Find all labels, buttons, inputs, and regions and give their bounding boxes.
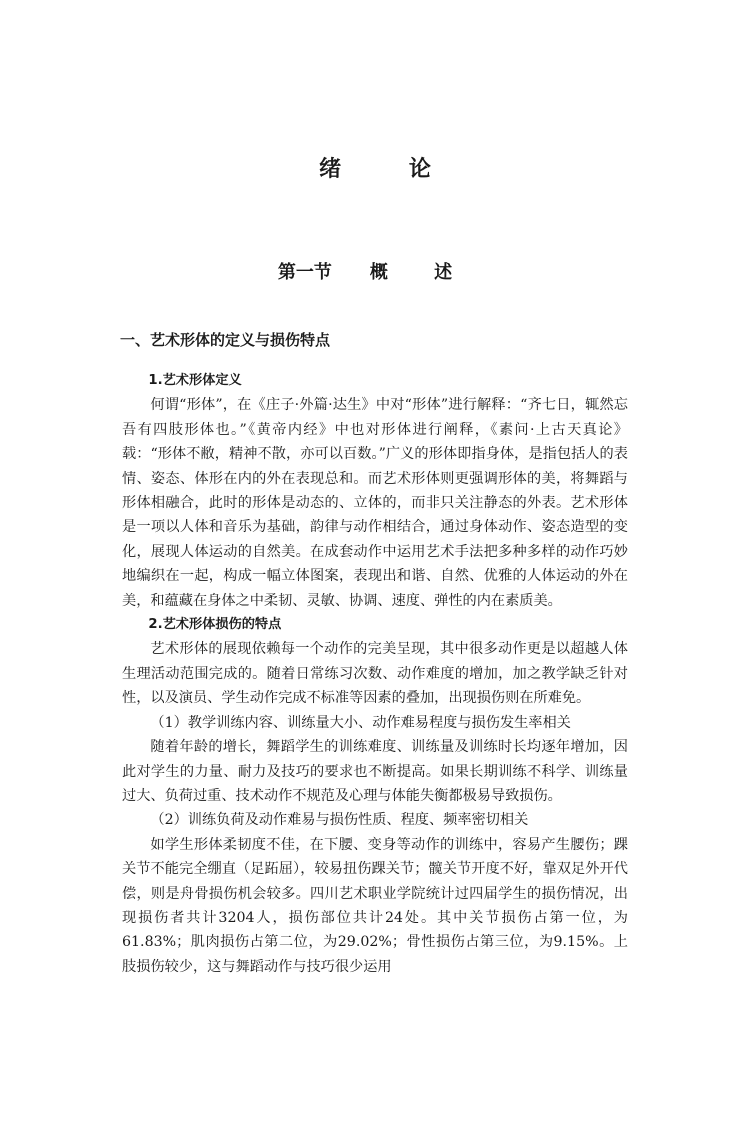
paragraph-injury-features: 艺术形体的展现依赖每一个动作的完美呈现，其中很多动作更是以超越人体生理活动范围完成的。随着日常练习次数、动作难度的增加，加之教学缺乏针对性，以及演员、学生动作完成不标准等因素的叠加，出现损伤则在所难免。 (122, 641, 628, 707)
paragraph-training-content: 随着年龄的增长，舞蹈学生的训练难度、训练量及训练时长均逐年增加，因此对学生的力量、耐力及技巧的要求也不断提高。如果长期训练不科学、训练量过大、负荷过重、技术动作不规范及心理与体能失衡都极易导致损伤。 (122, 739, 628, 804)
subheading-definition: 1.艺术形体定义 (148, 373, 242, 388)
chapter-title: 绪 论 (319, 156, 461, 182)
paragraph-definition: 何谓“形体”，在《庄子·外篇·达生》中对“形体”进行解释：“齐七日，辄然忘吾有四肢形体也。”《黄帝内经》中也对形体进行阐释，《素问·上古天真论》载：“形体不敝，精神不散，亦可以百数。”广义的形体即指身体，是指包括人的表情、姿态、体形在内的外在表现总和。而艺术形体则更强调形体的美，将舞蹈与形体相融合，此时的形体是动态的、立体的，而非只关注静态的外表。艺术形体是一项以人体和音乐为基础，韵律与动作相结合，通过身体动作、姿态造型的变化，展现人体运动的自然美。在成套动作中运用艺术手法把多种多样的动作巧妙地编织在一起，构成一幅立体图案，表现出和谐、自然、优雅的人体运动的外在美，和蕴藏在身体之中柔韧、灵敏、协调、速度、弹性的内在素质美。 (122, 397, 628, 609)
section-number: 第一节 (277, 262, 332, 283)
item-heading-training-content: （1）教学训练内容、训练量大小、动作难易程度与损伤发生率相关 (150, 714, 571, 731)
item-heading-training-load: （2）训练负荷及动作难易与损伤性质、程度、频率密切相关 (150, 812, 529, 829)
subheading-injury-features: 2.艺术形体损伤的特点 (148, 617, 282, 633)
paragraph-training-load: 如学生形体柔韧度不佳，在下腰、变身等动作的训练中，容易产生腰伤；踝关节不能完全绷直（足跖屈），较易扭伤踝关节；髋关节开度不好，靠双足外开代偿，则是舟骨损伤机会较多。四川艺术职业学院统计过四届学生的损伤情况，出现损伤者共计3204人，损伤部位共计24处。其中关节损伤占第一位，为61.83%；肌肉损伤占第二位，为29.02%；骨性损伤占第三位，为9.15%。上肢损伤较少，这与舞蹈动作与技巧很少运用 (122, 836, 628, 975)
section-name: 概 述 (369, 262, 473, 283)
heading-definition-and-injury: 一、艺术形体的定义与损伤特点 (120, 331, 331, 349)
body-text (122, 369, 628, 979)
section-title (0, 258, 750, 284)
